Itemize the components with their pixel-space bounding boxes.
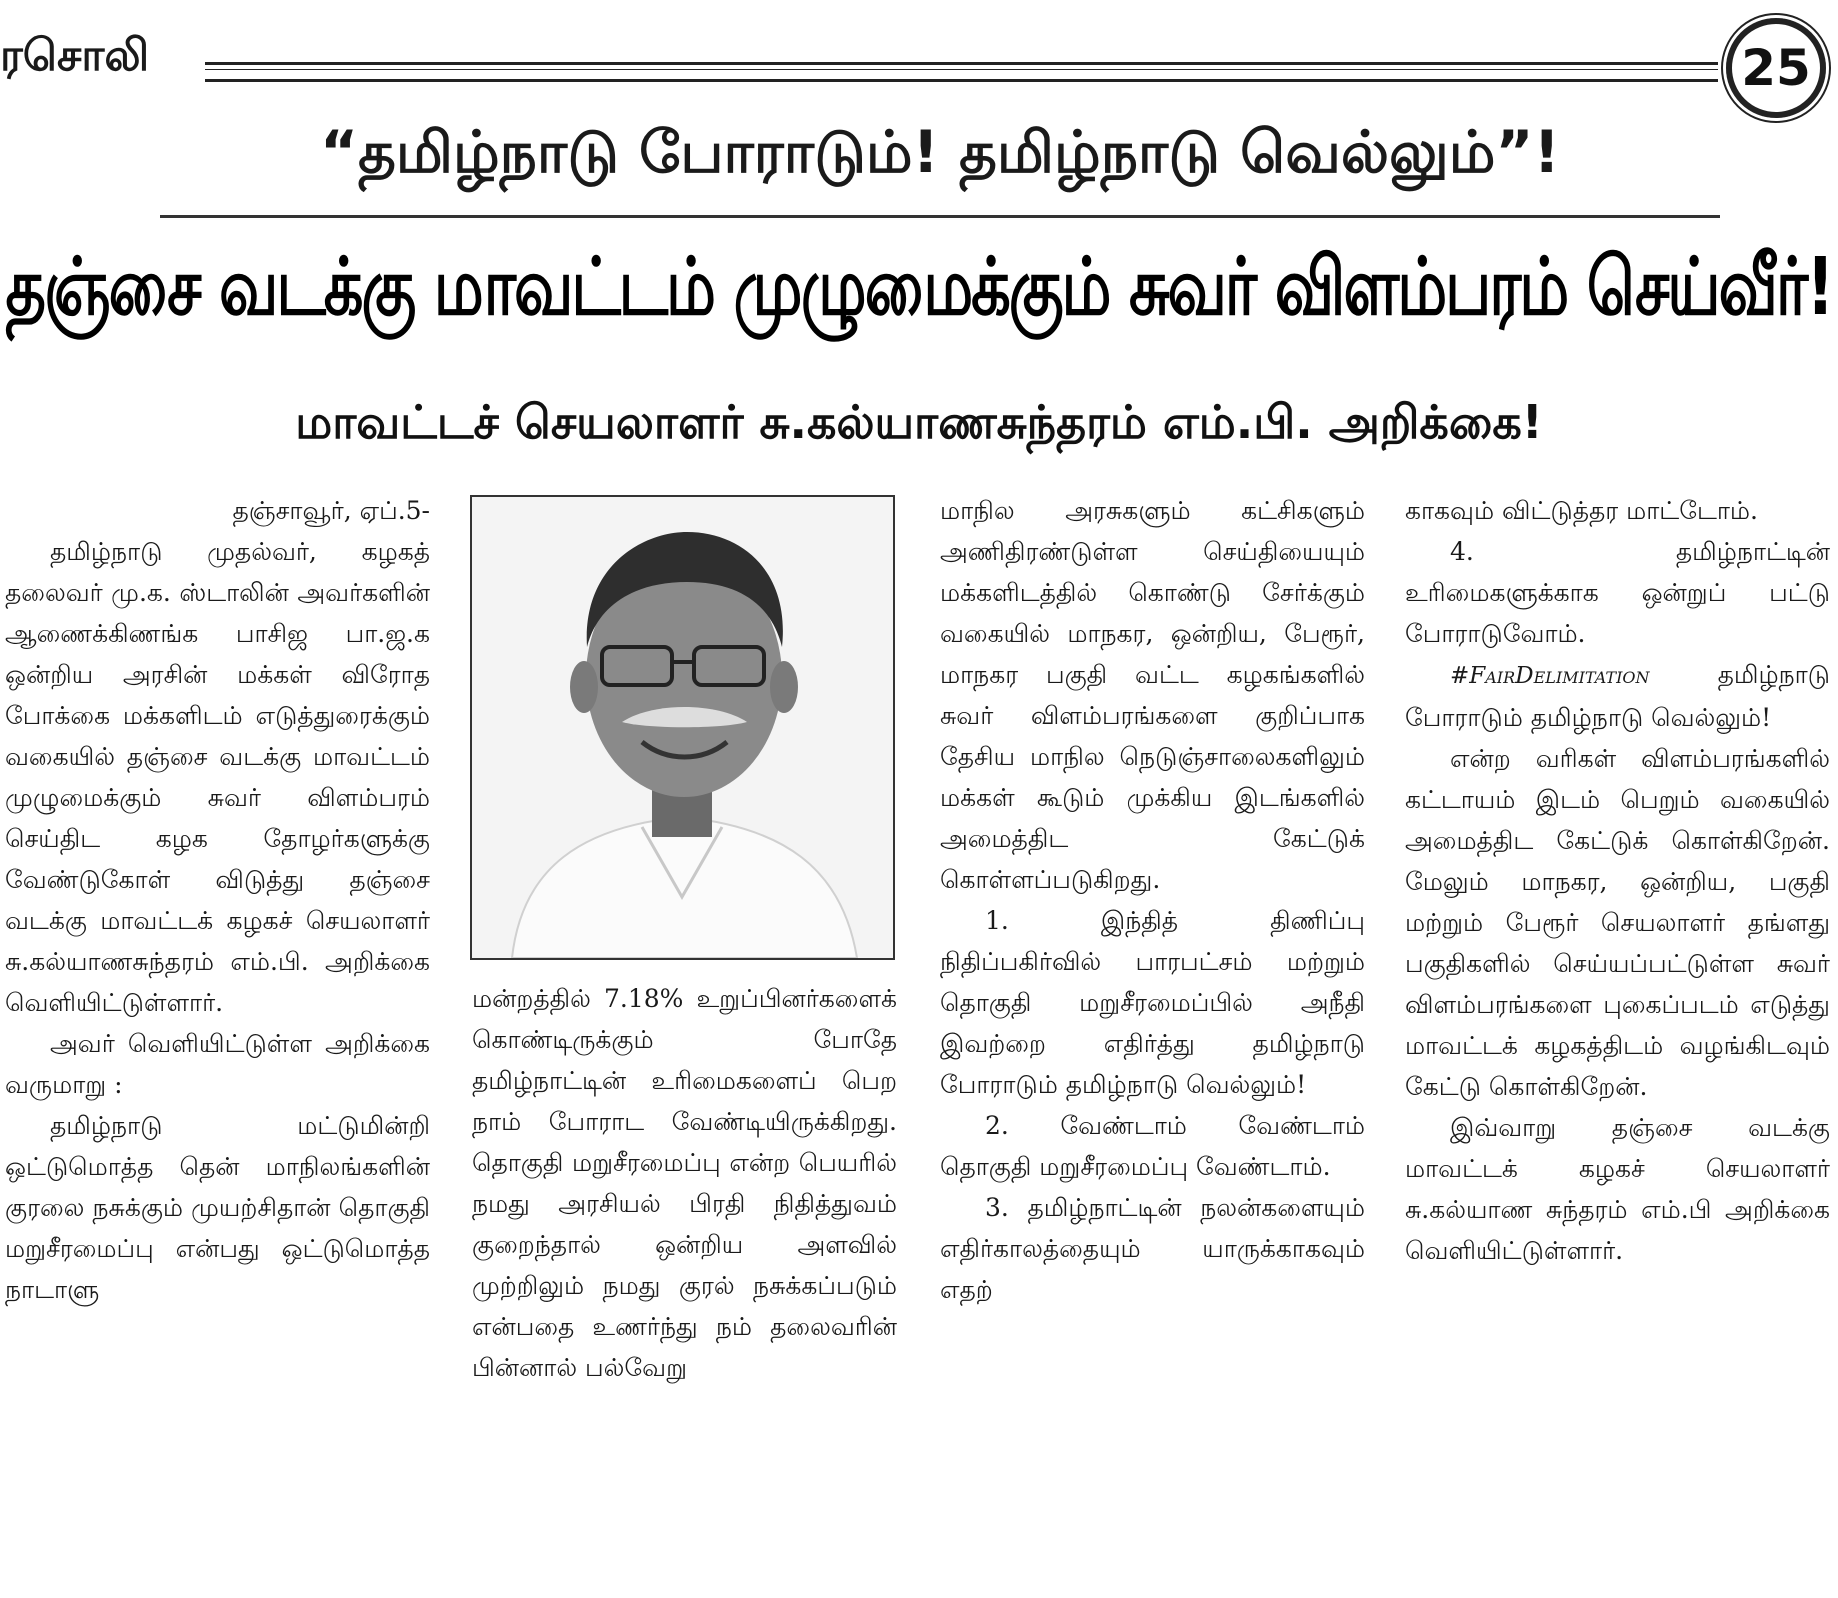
page-number-badge: 25 bbox=[1726, 18, 1826, 118]
article-column-1 bbox=[5, 490, 430, 1310]
headline: தஞ்சை வடக்கு மாவட்டம் முழுமைக்கும் சுவர் விளம்பரம் செய்வீர்! bbox=[5, 240, 1833, 334]
article-column-3 bbox=[940, 490, 1365, 1310]
paragraph: 1. இந்தித் திணிப்பு நிதிப்பகிர்வில் பாரபட்சம் மற்றும் தொகுதி மறுசீரமைப்பில் அநீதி இவற்றை எதிர்த்து தமிழ்நாடு போராடும் தமிழ்நாடு வெல்லும்! bbox=[940, 906, 1365, 1099]
paragraph: மன்றத்தில் 7.18% உறுப்பினர்களைக் கொண்டிருக்கும் போதே தமிழ்நாட்டின் உரிமைகளைப் பெற நாம் போராட வேண்டியிருக்கிறது. தொகுதி மறுசீரமைப்பு என்ற பெயரில் நமது அரசியல் பிரதி நிதித்துவம் குறைந்தால் ஒன்றிய அளவில் முற்றிலும் நமது குரல் நசுக்கப்படும் என்பதை உணர்ந்து நம் தலைவரின் பின்னால் பல்வேறு bbox=[472, 984, 897, 1382]
article-column-4 bbox=[1405, 490, 1830, 1271]
paragraph: தமிழ்நாடு முதல்வர், கழகத் தலைவர் மு.க. ஸ்டாலின் அவர்களின் ஆணைக்கிணங்க பாசிஜ பா.ஜ.க ஒன்றிய அரசின் மக்கள் விரோத போக்கை மக்களிடம் எடுத்துரைக்கும் வகையில் தஞ்சை வடக்கு மாவட்டம் முழுமைக்கும் சுவர் விளம்பரம் செய்திட கழக தோழர்களுக்கு வேண்டுகோள் விடுத்து தஞ்சை வடக்கு மாவட்டக் கழகச் செயலாளர் சு.கல்யாணசுந்தரம் எம்.பி. அறிக்கை வெளியிட்டுள்ளார். bbox=[5, 537, 430, 1017]
paragraph: 4. தமிழ்நாட்டின் உரிமைகளுக்காக ஒன்றுப் பட்டு போராடுவோம். bbox=[1405, 537, 1830, 648]
paragraph: இவ்வாறு தஞ்சை வடக்கு மாவட்டக் கழகச் செயலாளர் சு.கல்யாண சுந்தரம் எம்.பி அறிக்கை வெளியிட்டுள்ளார். bbox=[1405, 1113, 1830, 1265]
paragraph: மாநில அரசுகளும் கட்சிகளும் அணிதிரண்டுள்ள செய்தியையும் மக்களிடத்தில் கொண்டு சேர்க்கும் வகையில் மாநகர, ஒன்றிய, பேரூர், மாநகர பகுதி வட்ட கழகங்களில் சுவர் விளம்பரங்களை குறிப்பாக தேசிய மாநில நெடுஞ்சாலைகளிலும் மக்கள் கூடும் முக்கிய இடங்களில் அமைத்திட கேட்டுக் கொள்ளப்படுகிறது. bbox=[940, 496, 1365, 894]
paragraph: தமிழ்நாடு மட்டுமின்றி ஒட்டுமொத்த தென் மாநிலங்களின் குரலை நசுக்கும் முயற்சிதான் தொகுதி மறுசீரமைப்பு என்பது ஒட்டுமொத்த நாடாளு bbox=[5, 1111, 430, 1304]
kicker-slogan: “தமிழ்நாடு போராடும்! தமிழ்நாடு வெல்லும்”! bbox=[320, 118, 1560, 186]
kicker-underline bbox=[160, 215, 1720, 218]
paragraph bbox=[1405, 654, 1830, 738]
masthead bbox=[0, 18, 1838, 128]
hashtag: #FairDelimitation bbox=[1450, 663, 1650, 689]
portrait-photo bbox=[470, 495, 895, 960]
article-column-2 bbox=[472, 978, 897, 1388]
paragraph: என்ற வரிகள் விளம்பரங்களில் கட்டாயம் இடம் பெறும் வகையில் அமைத்திட கேட்டுக் கொள்கிறேன். மேலும் மாநகர, ஒன்றிய, பகுதி மற்றும் பேரூர் செயலாளர் தங்ளது பகுதிகளில் செய்யப்பட்டுள்ள சுவர் விளம்பரங்களை புகைப்படம் எடுத்து மாவட்டக் கழகத்திடம் வழங்கிடவும் கேட்டு கொள்கிறேன். bbox=[1405, 744, 1830, 1101]
dateline: தஞ்சாவூர், ஏப்.5- bbox=[232, 496, 430, 525]
paragraph: 3. தமிழ்நாட்டின் நலன்களையும் எதிர்காலத்தையும் யாருக்காகவும் எதற் bbox=[940, 1193, 1365, 1304]
paragraph: அவர் வெளியிட்டுள்ள அறிக்கை வருமாறு : bbox=[5, 1029, 430, 1099]
paper-name: ரசொலி bbox=[0, 30, 150, 81]
slogan-text: தமிழ்நாடு போராடும் தமிழ்நாடு வெல்லும்! bbox=[1405, 660, 1830, 732]
paragraph: காகவும் விட்டுத்தர மாட்டோம். bbox=[1405, 496, 1758, 525]
subheadline: மாவட்டச் செயலாளர் சு.கல்யாணசுந்தரம் எம்.பி. அறிக்கை! bbox=[295, 395, 1543, 449]
masthead-rule bbox=[205, 62, 1718, 82]
paragraph: 2. வேண்டாம் வேண்டாம் தொகுதி மறுசீரமைப்பு வேண்டாம். bbox=[940, 1111, 1365, 1181]
portrait-image bbox=[472, 497, 893, 958]
